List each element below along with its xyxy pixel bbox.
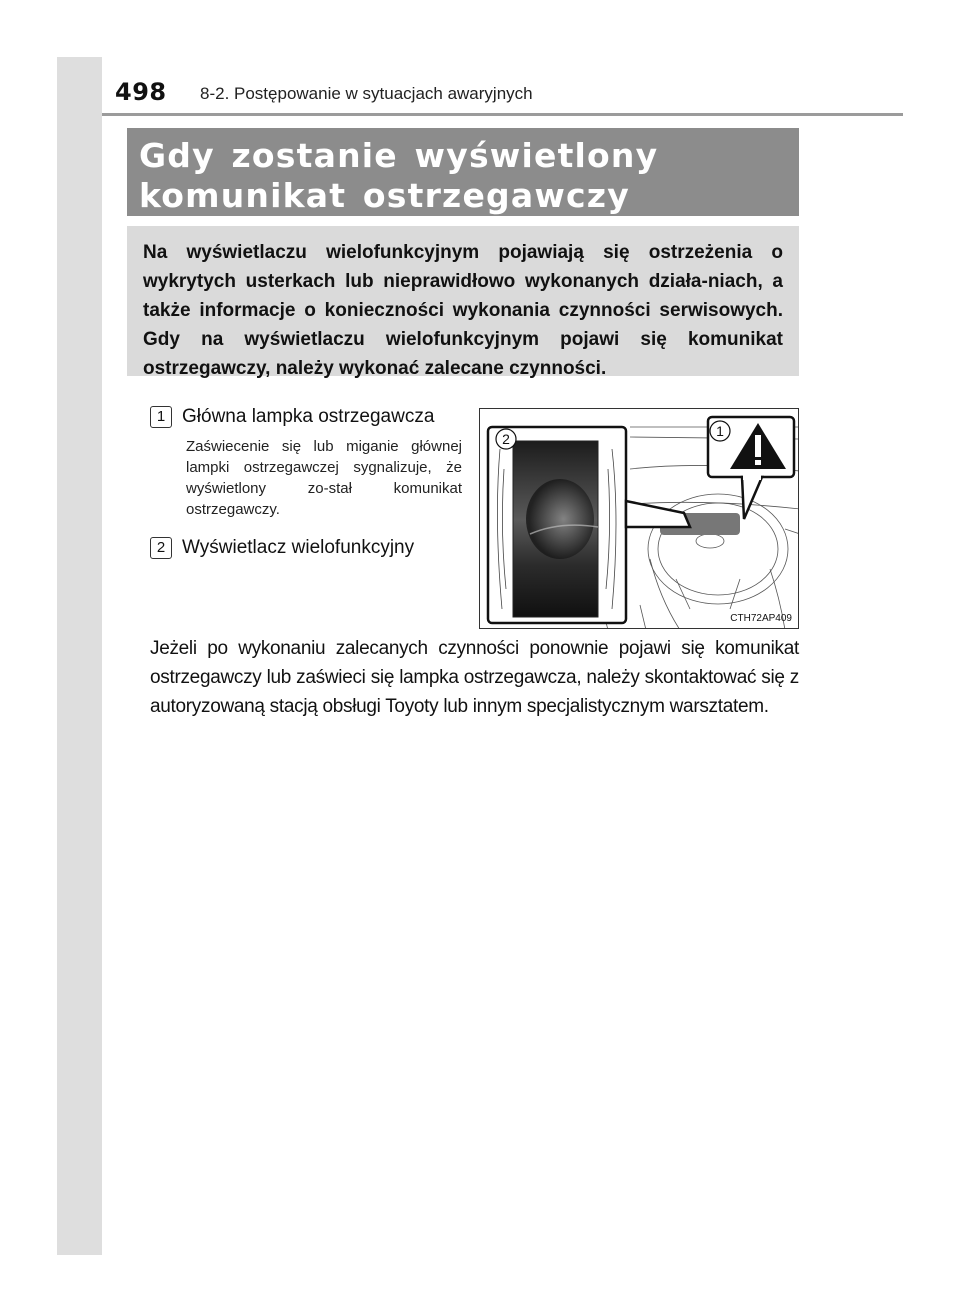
item-1-number: 1 [150, 406, 172, 428]
item-1-description: Zaświecenie się lub miganie głównej lampki ostrzegawczej sygnalizuje, że wyświetlony zo-stał komunikat ostrzegawczy. [186, 438, 462, 518]
section-title: Gdy zostanie wyświetlony komunikat ostrzegawczy [139, 136, 659, 215]
section-title-box [127, 128, 799, 216]
figure-code: CTH72AP409 [730, 613, 792, 624]
item-2 [150, 537, 414, 559]
callout-connector-2 [626, 501, 690, 527]
dashboard-figure [479, 408, 799, 629]
page-number: 498 [115, 78, 167, 106]
item-1 [150, 406, 434, 428]
item-2-title: Wyświetlacz wielofunkcyjny [182, 537, 415, 559]
intro-text: Na wyświetlaczu wielofunkcyjnym pojawiają się ostrzeżenia o wykrytych usterkach lub nieprawidłowo wykonanych działa-niach, a także informacje o konieczności wykonania czynności serwisowych. Gdy na wyświetlaczu wielofunkcyjnym pojawi się komunikat ostrzegawczy, należy wykonać zalecane czynności. [143, 242, 783, 379]
header-rule [102, 113, 903, 116]
dashboard-illustration [480, 409, 799, 629]
body-paragraph: Jeżeli po wykonaniu zalecanych czynności ponownie pojawi się komunikat ostrzegawczy lub zaświeci się lampka ostrzegawcza, należy skontaktować się z autoryzowaną stacją obsługi Toyoty lub innym specjalistycznym warsztatem. [150, 638, 799, 717]
svg-text:2: 2 [502, 431, 510, 447]
item-2-number: 2 [150, 537, 172, 559]
intro-box [127, 226, 799, 379]
svg-text:1: 1 [716, 423, 724, 439]
item-1-title: Główna lampka ostrzegawcza [182, 406, 435, 428]
running-header: 8-2. Postępowanie w sytuacjach awaryjnych [200, 84, 533, 103]
side-band [57, 57, 102, 1255]
